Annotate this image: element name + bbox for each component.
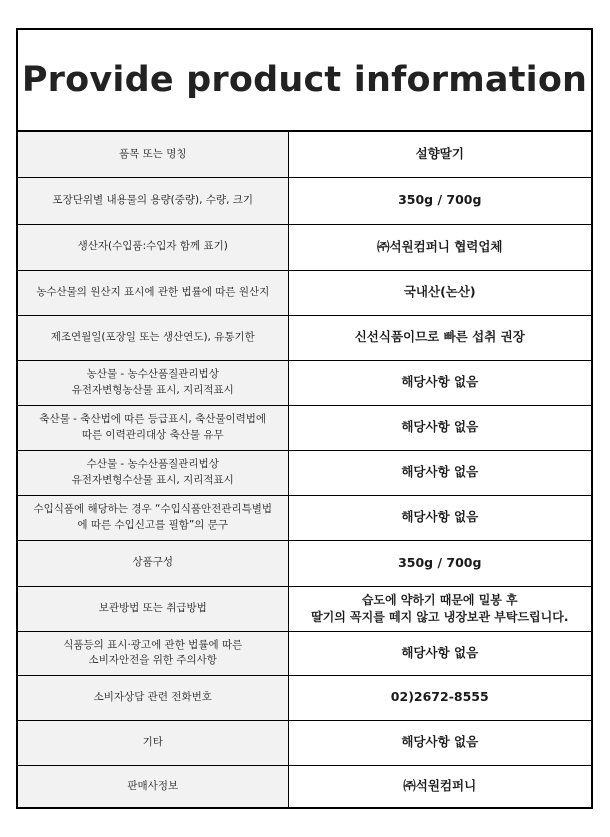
table-row (18, 720, 591, 765)
row-value: 해당사항 없음 (288, 631, 591, 675)
product-info-table (18, 132, 591, 807)
title-box (18, 30, 591, 132)
table-row (18, 540, 591, 586)
row-label: 농산물 - 농수산품질관리법상 유전자변형농산물 표시, 지리적표시 (18, 360, 288, 405)
row-label: 수입식품에 해당하는 경우 “수입식품안전관리특별법 에 따른 수입신고를 필함”의 문구 (18, 495, 288, 540)
row-value: ㈜석원컴퍼니 협력업체 (288, 224, 591, 270)
product-info-sheet (16, 28, 593, 809)
row-label: 농수산물의 원산지 표시에 관한 법률에 따른 원산지 (18, 270, 288, 315)
row-value: 습도에 약하기 때문에 밀봉 후 딸기의 꼭지를 떼지 않고 냉장보관 부탁드립니다. (288, 586, 591, 631)
row-value: 신선식품이므로 빠른 섭취 권장 (288, 315, 591, 360)
row-label: 포장단위별 내용물의 용량(중량), 수량, 크기 (18, 177, 288, 224)
table-row (18, 765, 591, 807)
table-row (18, 177, 591, 224)
row-label: 생산자(수입품:수입자 함께 표기) (18, 224, 288, 270)
table-row (18, 495, 591, 540)
row-value: 설향딸기 (288, 132, 591, 177)
row-value: 해당사항 없음 (288, 405, 591, 450)
table-row (18, 586, 591, 631)
row-value: 02)2672-8555 (288, 675, 591, 720)
row-value: 해당사항 없음 (288, 495, 591, 540)
row-label: 수산물 - 농수산품질관리법상 유전자변형수산물 표시, 지리적표시 (18, 450, 288, 495)
table-row (18, 224, 591, 270)
row-value: 350g / 700g (288, 540, 591, 586)
row-label: 기타 (18, 720, 288, 765)
row-label: 품목 또는 명칭 (18, 132, 288, 177)
table-row (18, 315, 591, 360)
row-label: 제조연월일(포장일 또는 생산연도), 유통기한 (18, 315, 288, 360)
row-label: 판매사정보 (18, 765, 288, 807)
row-label: 보관방법 또는 취급방법 (18, 586, 288, 631)
table-row (18, 450, 591, 495)
row-value: 해당사항 없음 (288, 360, 591, 405)
table-row (18, 360, 591, 405)
row-label: 상품구성 (18, 540, 288, 586)
row-value: 350g / 700g (288, 177, 591, 224)
table-row (18, 631, 591, 675)
row-label: 축산물 - 축산법에 따른 등급표시, 축산물이력법에 따른 이력관리대상 축산물 유무 (18, 405, 288, 450)
row-label: 소비자상담 관련 전화번호 (18, 675, 288, 720)
row-value: ㈜석원컴퍼니 (288, 765, 591, 807)
row-value: 해당사항 없음 (288, 450, 591, 495)
table-row (18, 270, 591, 315)
row-label: 식품등의 표시·광고에 관한 법률에 따른 소비자안전을 위한 주의사항 (18, 631, 288, 675)
table-row (18, 405, 591, 450)
page-title: Provide product information (21, 60, 588, 100)
table-row (18, 675, 591, 720)
row-value: 국내산(논산) (288, 270, 591, 315)
row-value: 해당사항 없음 (288, 720, 591, 765)
table-row (18, 132, 591, 177)
